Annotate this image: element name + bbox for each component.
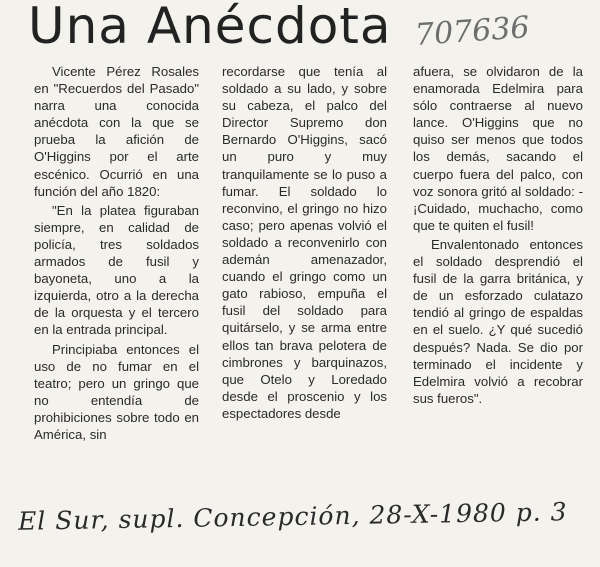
column-1-paragraph-1: Vicente Pérez Rosales en "Recuerdos del Pasado" narra una conocida anécdota con la que se prueba la afición de O'Higgins por el arte escénico. Ocurrió en una función del año 1820: xyxy=(34,64,199,199)
article-column-1 xyxy=(34,63,199,443)
column-3-paragraph-2: Envalentonado entonces el soldado desprendió el fusil de la garra británica, y de un esforzado culatazo tendió al gringo de espaldas en el suelo. ¿Y qué sucedió después? Nada. Se dio por terminado el incidente y Edelmira volvió a recobrar sus fueros". xyxy=(413,236,583,406)
handwritten-source-note: El Sur, supl. Concepción, 28-X-1980 p. 3 xyxy=(17,497,568,536)
article-column-3 xyxy=(413,63,583,407)
handwritten-reference-number: 707636 xyxy=(413,10,531,53)
column-1-paragraph-2: "En la platea figuraban siempre, en calidad de policía, tres soldados armados de fusil y bayoneta, uno a la izquierda, otro a la derecha de la orquesta y el tercero en la entrada principal. xyxy=(34,202,199,338)
article-headline: Una Anécdota xyxy=(28,0,392,55)
column-2-paragraph-1: recordarse que tenía al soldado a su lado, y sobre su cabeza, el palco del Director Supremo don Bernardo O'Higgins, sacó un puro y muy tranquilamente se lo puso a fumar. El soldado lo reconvino, el gringo no hizo caso; pero apenas volvió el soldado a reconvenirlo con ademán amenazador, cuando el gringo como un gato rabioso, empuña el fusil del soldado para quitárselo, y se arma entre ellos tan brava pelotera de cimbrones y barquinazos, que Otelo y Loredado desde el proscenio y los espectadores desde xyxy=(222,64,387,421)
article-column-2 xyxy=(222,63,387,422)
column-3-paragraph-1: afuera, se olvidaron de la enamorada Edelmira para sólo contraerse al nuevo lance. O'Higgins que no quiso ser menos que todos los demás, sacando el cuerpo fuera del palco, con voz sonora gritó al soldado: -¡Cuidado, muchacho, como que te quiten el fusil! xyxy=(413,64,583,233)
column-1-paragraph-3: Principiaba entonces el uso de no fumar en el teatro; pero un gringo que no entendía de prohibiciones sobre todo en América, sin xyxy=(34,341,199,442)
